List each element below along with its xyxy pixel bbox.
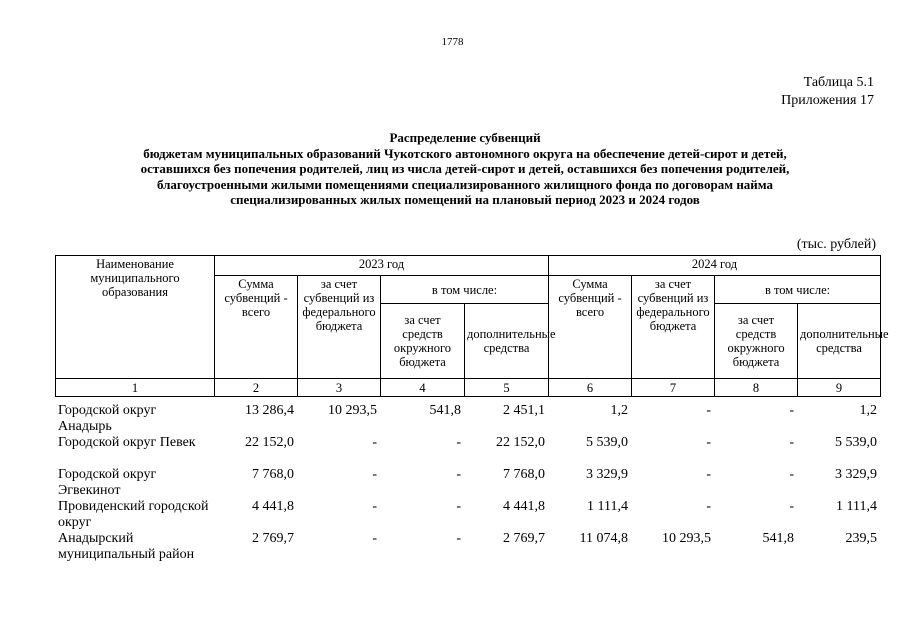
table-cell: - <box>456 499 461 514</box>
col-number: 2 <box>215 379 298 397</box>
table-cell: - <box>372 531 377 546</box>
header-municipality: Наименование муниципального образования <box>56 256 215 379</box>
table-cell: 11 074,8 <box>579 531 628 546</box>
table-cell: 541,8 <box>429 403 461 418</box>
table-cell: 22 152,0 <box>245 435 294 450</box>
table-cell: - <box>456 531 461 546</box>
appendix-number: Приложения 17 <box>781 93 874 108</box>
table-cell: 1,2 <box>610 403 628 418</box>
table-body <box>55 403 880 563</box>
header-year-2024: 2024 год <box>549 256 881 276</box>
table-cell: 1,2 <box>859 403 877 418</box>
header-federal-2024: за счет субвенций из федерального бюджета <box>632 276 715 379</box>
table-row <box>55 531 880 563</box>
title-line-4: благоустроенными жилыми помещениями специализированного жилищного фонда по договорам найма <box>156 176 774 192</box>
table-cell: 7 768,0 <box>503 467 545 482</box>
municipality-name: Городской округ Эгвекинот <box>58 467 157 498</box>
table-cell: - <box>789 499 794 514</box>
table-cell: - <box>372 499 377 514</box>
table-row <box>55 403 880 435</box>
header-district-2023: за счет средств окружного бюджета <box>381 304 465 379</box>
table-cell: 5 539,0 <box>586 435 628 450</box>
col-number: 9 <box>798 379 881 397</box>
header-total-2023: Сумма субвенций - всего <box>215 276 298 379</box>
table-cell: 3 329,9 <box>835 467 877 482</box>
table-cell: - <box>706 467 711 482</box>
col-number: 5 <box>465 379 549 397</box>
col-number: 6 <box>549 379 632 397</box>
col-number: 7 <box>632 379 715 397</box>
title-line-5: специализированных жилых помещений на плановый период 2023 и 2024 годов <box>230 192 700 208</box>
header-total-2024: Сумма субвенций - всего <box>549 276 632 379</box>
title-line-2: бюджетам муниципальных образований Чукотского автономного округа на обеспечение детей-сирот и детей, <box>143 145 787 161</box>
table-cell: - <box>789 467 794 482</box>
table-cell: 1 111,4 <box>836 499 877 514</box>
table-cell: - <box>372 467 377 482</box>
table-cell: - <box>789 435 794 450</box>
units-label: (тыс. рублей) <box>796 237 876 252</box>
table-cell: 3 329,9 <box>586 467 628 482</box>
header-extra-2024: дополнительные средства <box>798 304 881 379</box>
table-cell: - <box>706 499 711 514</box>
table-cell: 13 286,4 <box>245 403 294 418</box>
table-number: Таблица 5.1 <box>803 75 874 90</box>
municipality-name: Провиденский городской округ <box>58 499 209 530</box>
col-number: 8 <box>715 379 798 397</box>
table-cell: 239,5 <box>845 531 877 546</box>
table-cell: 7 768,0 <box>252 467 294 482</box>
header-including-2023: в том числе: <box>381 276 549 304</box>
table-cell: - <box>372 435 377 450</box>
title-line-3: оставшихся без попечения родителей, лиц из числа детей-сирот и детей, оставшихся без попечения родителей, <box>140 161 790 177</box>
table-cell: 2 451,1 <box>503 403 545 418</box>
table-cell: 10 293,5 <box>662 531 711 546</box>
data-table <box>55 403 880 563</box>
header-year-2023: 2023 год <box>215 256 549 276</box>
col-number: 1 <box>56 379 215 397</box>
col-number: 4 <box>381 379 465 397</box>
table-header <box>55 255 889 397</box>
municipality-name: Городской округ Анадырь <box>58 403 157 434</box>
title-line-1: Распределение субвенций <box>389 130 541 145</box>
table-cell: 541,8 <box>762 531 794 546</box>
table-cell: - <box>706 403 711 418</box>
municipality-name: Анадырский муниципальный район <box>58 531 195 562</box>
table-cell: 22 152,0 <box>496 435 545 450</box>
table-cell: 5 539,0 <box>835 435 877 450</box>
table-reference <box>781 74 874 110</box>
header-district-2024: за счет средств окружного бюджета <box>715 304 798 379</box>
table-cell: 4 441,8 <box>252 499 294 514</box>
document-title <box>40 130 890 208</box>
table-cell: 1 111,4 <box>587 499 628 514</box>
header-extra-2023: дополнительные средства <box>465 304 549 379</box>
table-row <box>55 499 880 531</box>
header-including-2024: в том числе: <box>715 276 881 304</box>
table-cell: 4 441,8 <box>503 499 545 514</box>
page-number: 1778 <box>441 36 464 48</box>
table-cell: 2 769,7 <box>252 531 294 546</box>
header-federal-2023: за счет субвенций из федерального бюджета <box>298 276 381 379</box>
table-row <box>55 435 880 467</box>
table-cell: 2 769,7 <box>503 531 545 546</box>
table-cell: - <box>706 435 711 450</box>
table-row <box>55 467 880 499</box>
table-cell: 10 293,5 <box>328 403 377 418</box>
col-number: 3 <box>298 379 381 397</box>
municipality-name: Городской округ Певек <box>58 435 196 450</box>
table-cell: - <box>789 403 794 418</box>
table-cell: - <box>456 467 461 482</box>
table-cell: - <box>456 435 461 450</box>
